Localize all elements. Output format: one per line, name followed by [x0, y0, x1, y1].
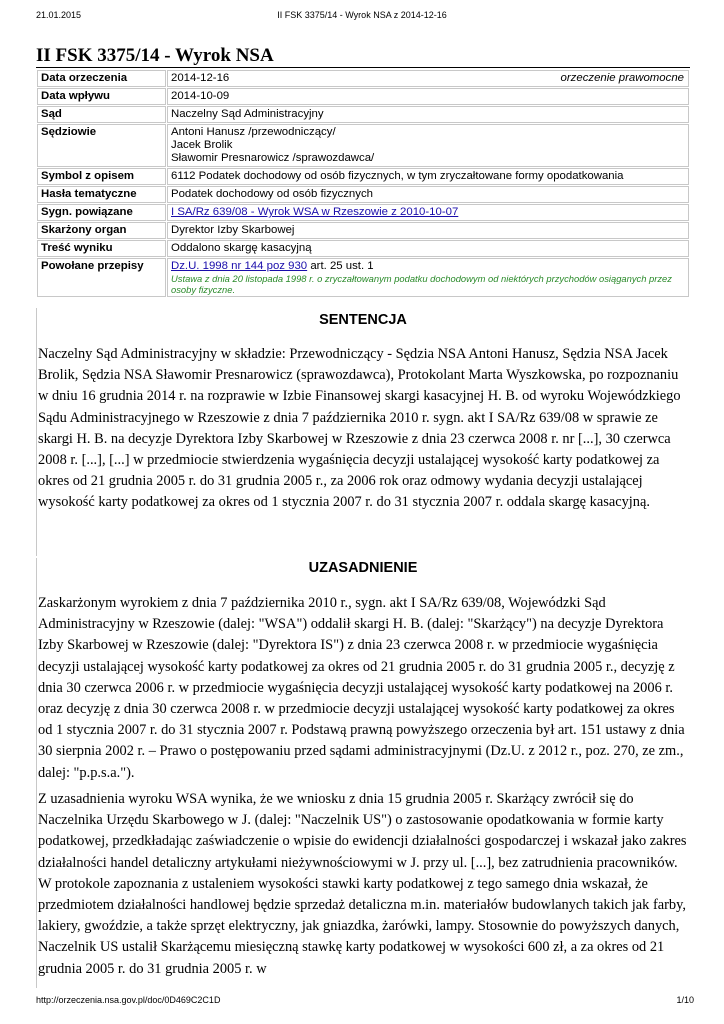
judge-3: Sławomir Presnarowicz /sprawozdawca/ [171, 152, 375, 164]
value-data-orzeczenia [167, 70, 689, 87]
footer-url: http://orzeczenia.nsa.gov.pl/doc/0D469C2C1D [36, 995, 221, 1005]
label-tresc: Treść wyniku [37, 240, 166, 257]
judge-1: Antoni Hanusz /przewodniczący/ [171, 126, 336, 138]
related-case-link[interactable]: I SA/Rz 639/08 - Wyrok WSA w Rzeszowie z 2010-10-07 [171, 206, 459, 218]
value-przepisy [167, 258, 689, 297]
statute-article: art. 25 ust. 1 [307, 260, 374, 272]
label-symbol: Symbol z opisem [37, 168, 166, 185]
value-sad: Naczelny Sąd Administracyjny [167, 106, 689, 123]
label-hasla: Hasła tematyczne [37, 186, 166, 203]
print-date: 21.01.2015 [36, 10, 82, 20]
judge-2: Jacek Brolik [171, 139, 233, 151]
row-sedziowie [37, 124, 689, 167]
row-hasla [37, 186, 689, 203]
label-sedziowie: Sędziowie [37, 124, 166, 167]
row-data-orzeczenia [37, 70, 689, 87]
sentencja-text: Naczelny Sąd Administracyjny w składzie: Przewodniczący - Sędzia NSA Antoni Hanusz, Sędzia NSA Jacek Brolik, Sędzia NSA Sławomir Presnarowicz (sprawozdawca), Protokolant Marta Wyszkowska, po rozpoznaniu w dniu 16 grudnia 2014 r. na rozprawie w Izbie Finansowej skargi kasacyjnej H. B. od wyroku Wojewódzkiego Sądu Administracyjnego w Rzeszowie z dnia 7 października 2010 r. sygn. akt I SA/Rz 639/08 w sprawie ze skargi H. B. na decyzje Dyrektora Izby Skarbowej w Rzeszowie z dnia 23 czerwca 2008 r. nr [...], 30 czerwca 2008 r. [...], [...] w przedmiocie stwierdzenia wygaśnięcia decyzji ustalającej wysokość karty podatkowej za okres od 21 grudnia 2005 r. do 31 grudnia 2005 r., za 2006 rok oraz odmowy wydania decyzji ustalającej wysokość karty podatkowej za okres od 1 stycznia 2007 r. do 31 stycznia 2007 r. oddala skargę kasacyjną. [38, 346, 681, 511]
print-doc-title: II FSK 3375/14 - Wyrok NSA z 2014-12-16 [277, 10, 447, 20]
uzasadnienie-paragraph-2: Z uzasadnienia wyroku WSA wynika, że we wniosku z dnia 15 grudnia 2005 r. Skarżący zwrócił się do Naczelnika Urzędu Skarbowego w J. (dalej: "Naczelnik US") o zastosowanie opodatkowania w formie karty podatkowej, przedkładając zaświadczenie o wpisie do ewidencji działalności gospodarczej i wskazał jako zakres działalności handel detaliczny artykułami nieżywnościowymi w J. przy ul. [...], bez zatrudnienia pracowników. W protokole zapoznania z ustaleniem wysokości stawki karty podatkowej z tego samego dnia wskazał, że przedmiotem działalności handlowej będzie sprzedaż detaliczna m.in. materiałów budowlanych takich jak farby, lakiery, gwoździe, a także sprzęt elektryczny, jak gniazdka, żarówki, lampy. Stosownie do powyższych danych, Naczelnik US ustalił Skarżącemu miesięczną stawkę karty podatkowej w wysokości 600 zł, a za okres od 21 grudnia 2005 r. do 31 grudnia 2005 r. w [38, 791, 687, 977]
statute-note: Ustawa z dnia 20 listopada 1998 r. o zryczałtowanym podatku dochodowym od niektórych przychodów osiąganych przez osoby fizyczne. [171, 273, 672, 295]
value-hasla: Podatek dochodowy od osób fizycznych [167, 186, 689, 203]
row-symbol [37, 168, 689, 185]
row-data-wplywu [37, 88, 689, 105]
finality-status: orzeczenie prawomocne [560, 72, 684, 84]
uzasadnienie-paragraph-1: Zaskarżonym wyrokiem z dnia 7 października 2010 r., sygn. akt I SA/Rz 639/08, Wojewódzki Sąd Administracyjny w Rzeszowie (dalej: "WSA") oddalił skargi H. B. (dalej: "Skarżący") na decyzje Dyrektora Izby Skarbowej w Rzeszowie (dalej: "Dyrektora IS") z dnia 23 czerwca 2008 r. w przedmiocie wygaśnięcia decyzji ustalającej wysokość karty podatkowej za okres od 21 grudnia 2005 r. do 31 grudnia 2005 r., decyzję z dnia 30 czerwca 2006 r. w przedmiocie wygaśnięcia decyzji ustalającej wysokość karty podatkowej na 2006 r. oraz decyzję z dnia 30 czerwca 2008 r. w przedmiocie decyzji ustalającej wysokość karty podatkowej za okres od 1 stycznia 2007 r. do 31 stycznia 2007 r. Podstawą prawną powyższego orzeczenia był art. 151 ustawy z dnia 30 sierpnia 2002 r. – Prawo o postępowaniu przed sądami administracyjnymi (Dz.U. z 2012 r., poz. 270, ze zm., dalej: "p.p.s.a."). [38, 595, 685, 781]
uzasadnienie-left-border [36, 558, 37, 988]
label-przepisy: Powołane przepisy [37, 258, 166, 297]
label-sad: Sąd [37, 106, 166, 123]
row-sygn [37, 204, 689, 221]
row-tresc [37, 240, 689, 257]
value-data-wplywu: 2014-10-09 [167, 88, 689, 105]
metadata-table [36, 69, 690, 298]
uzasadnienie-heading: UZASADNIENIE [308, 560, 418, 576]
page-title: II FSK 3375/14 - Wyrok NSA [36, 45, 274, 66]
row-przepisy [37, 258, 689, 297]
label-organ: Skarżony organ [37, 222, 166, 239]
page-number: 1/10 [676, 995, 694, 1005]
value-symbol: 6112 Podatek dochodowy od osób fizycznych, w tym zryczałtowane formy opodatkowania [167, 168, 689, 185]
label-sygn: Sygn. powiązane [37, 204, 166, 221]
row-organ [37, 222, 689, 239]
row-sad [37, 106, 689, 123]
value-tresc: Oddalono skargę kasacyjną [167, 240, 689, 257]
value-organ: Dyrektor Izby Skarbowej [167, 222, 689, 239]
sentencja-left-border [36, 308, 37, 556]
statute-link[interactable]: Dz.U. 1998 nr 144 poz 930 [171, 260, 308, 272]
value-sedziowie [167, 124, 689, 167]
value-sygn [167, 204, 689, 221]
sentencja-heading: SENTENCJA [319, 312, 407, 328]
label-data-orzeczenia: Data orzeczenia [37, 70, 166, 87]
decision-date: 2014-12-16 [171, 72, 230, 84]
label-data-wplywu: Data wpływu [37, 88, 166, 105]
title-divider [36, 67, 690, 68]
